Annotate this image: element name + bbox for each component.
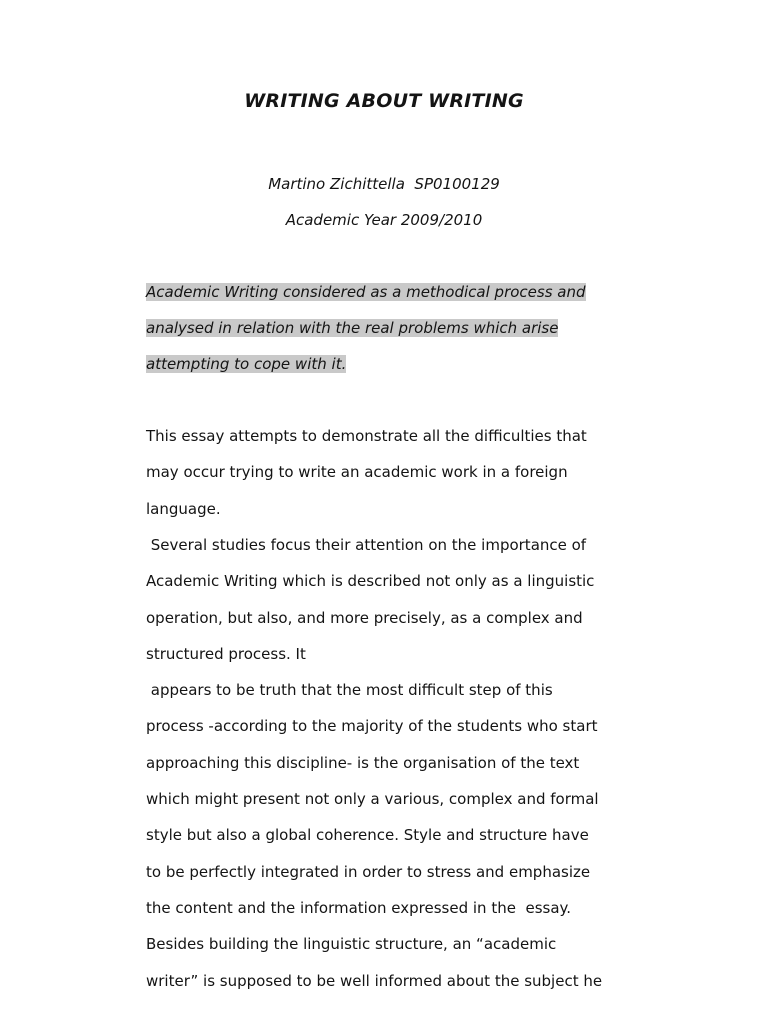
body-line: may occur trying to write an academic work in a foreign xyxy=(146,463,568,482)
academic-year-line: Academic Year 2009/2010 xyxy=(285,211,483,229)
abstract-line: attempting to cope with it. xyxy=(146,355,347,373)
body-line: writer” is supposed to be well informed about the subject he xyxy=(146,971,603,990)
body-line: This essay attempts to demonstrate all the difficulties that xyxy=(146,427,587,445)
abstract-line: analysed in relation with the real problems which arise xyxy=(146,319,559,337)
body-line: process -according to the majority of the students who start xyxy=(146,717,598,736)
body-line: the content and the information expressed in the essay. xyxy=(146,898,572,917)
body-line: approaching this discipline- is the organisation of the text xyxy=(146,753,580,772)
body-line: Several studies focus their attention on the importance of xyxy=(146,535,587,554)
body-line: Besides building the linguistic structure, an “academic xyxy=(146,935,557,954)
body-line: style but also a global coherence. Style and structure have xyxy=(146,826,589,845)
body-line: to be perfectly integrated in order to stress and emphasize xyxy=(146,862,591,881)
document-title: WRITING ABOUT WRITING xyxy=(244,90,524,112)
body-line: Academic Writing which is described not only as a linguistic xyxy=(146,572,595,591)
body-line: operation, but also, and more precisely, as a complex and xyxy=(146,608,583,627)
body-line: which might present not only a various, complex and formal xyxy=(146,790,599,808)
body-line: structured process. It xyxy=(146,644,306,663)
body-line: appears to be truth that the most difficult step of this xyxy=(146,681,553,700)
body-line: language. xyxy=(146,499,221,518)
author-line: Martino Zichittella SP0100129 xyxy=(268,175,500,193)
abstract-line: Academic Writing considered as a methodical process and xyxy=(146,283,586,301)
